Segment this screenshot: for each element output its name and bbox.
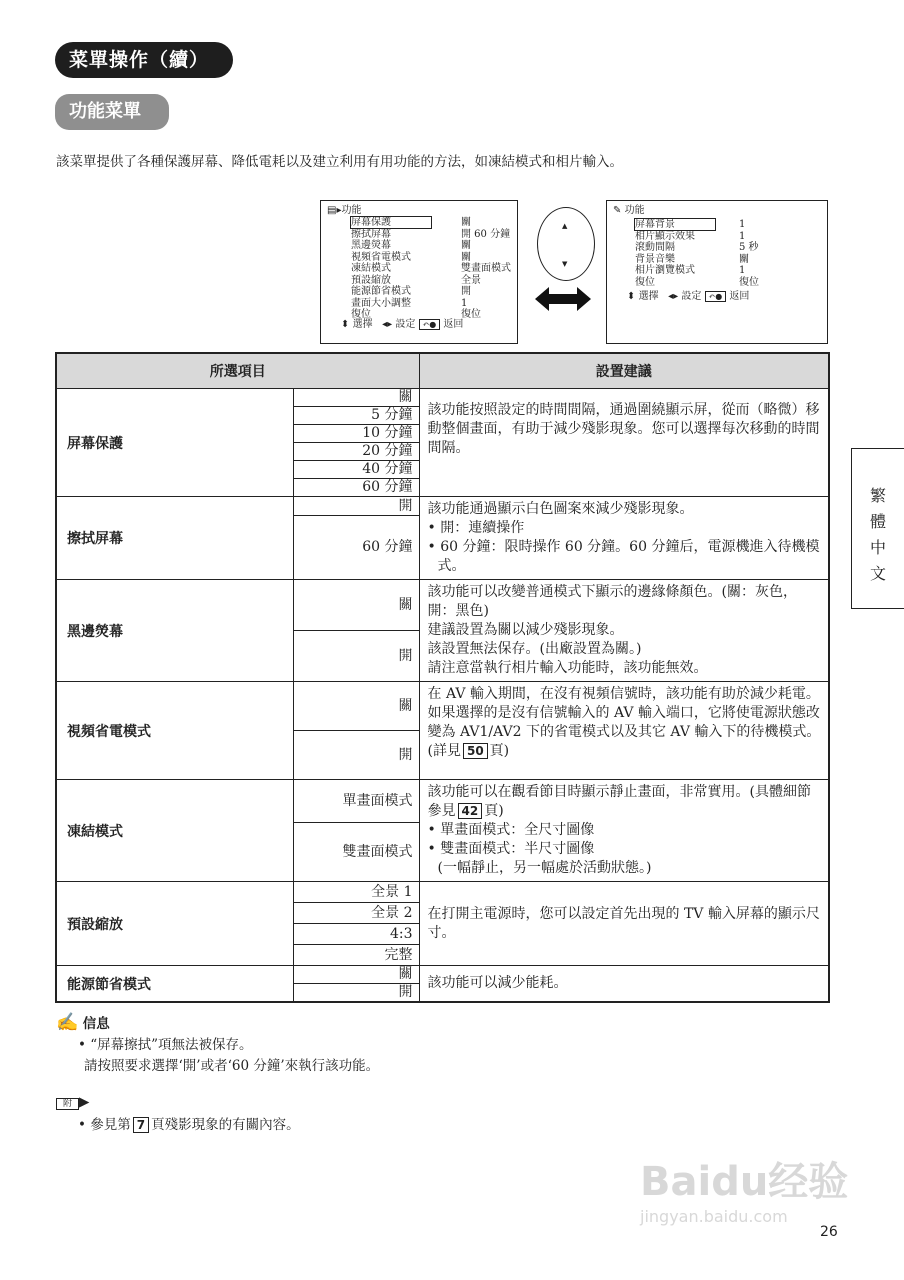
option: 4:3: [293, 924, 419, 945]
option: 20 分鐘: [293, 443, 419, 461]
item-screensaver: 屏幕保護: [56, 389, 293, 497]
desc-line: 該功能可以改變普通模式下顯示的邊緣條顏色。(關：灰色，開：黑色): [427, 584, 797, 619]
osd-footer-left: ⬍ 選擇 ◂▸ 設定 ↶● 返回: [341, 319, 464, 330]
osd-row-value: 5 秒: [739, 242, 759, 253]
option: 雙畫面模式: [293, 823, 419, 882]
osd-row-label: 復位: [351, 309, 371, 320]
osd-row-label: 畫面大小調整: [351, 297, 411, 309]
item-video-eco: 視頻省電模式: [56, 682, 293, 780]
option: 開: [293, 984, 419, 1003]
desc-wipe: [419, 497, 829, 580]
osd-row-label: 屏幕背景: [635, 219, 715, 230]
page-ref: 42: [458, 803, 483, 819]
updown-icon: ⬍: [341, 319, 350, 330]
info-box: [56, 1012, 379, 1077]
osd-row-label: 復位: [635, 276, 655, 288]
language-side-tab: [851, 448, 904, 609]
desc-freeze: [419, 780, 829, 882]
option: 10 分鐘: [293, 425, 419, 443]
osd-row: [635, 265, 815, 277]
desc-line: 頁): [489, 743, 510, 759]
note-box: [56, 1092, 300, 1136]
osd-title-right: ✎ 功能: [613, 205, 645, 216]
osd-row: [351, 286, 511, 298]
osd-row: [635, 277, 815, 289]
osd-row-value: 1: [461, 297, 468, 309]
option: 單畫面模式: [293, 780, 419, 823]
intro-text: 該菜單提供了各種保護屏幕、降低電耗以及建立利用有用功能的方法，如凍結模式和相片輸入。: [56, 154, 623, 170]
osd-row-value: 開: [461, 286, 471, 297]
arrow-right-icon: ▶: [79, 1094, 90, 1110]
up-arrow-icon: ▲: [562, 222, 568, 230]
osd-footer-right: ⬍ 選擇 ◂▸ 設定 ↶● 返回: [627, 291, 750, 302]
option: 關: [293, 580, 419, 631]
osd-row: [635, 242, 815, 254]
option: 關: [293, 966, 419, 984]
osd-row-value: 關: [739, 253, 749, 265]
updown-icon: ⬍: [627, 291, 636, 302]
menu-icon: ▤▸: [327, 205, 342, 216]
osd-row: [351, 298, 511, 310]
desc-black-side: [419, 580, 829, 682]
page-ref: 50: [463, 743, 488, 759]
osd-menu-left: [320, 200, 518, 344]
leftright-icon: ◂▸: [668, 291, 679, 302]
return-icon: ↶●: [705, 291, 727, 302]
osd-row: [635, 219, 815, 231]
osd-row-label: 滾動間隔: [635, 242, 675, 253]
osd-row: [351, 275, 511, 287]
double-arrow-icon: [535, 285, 591, 313]
option: 開: [293, 497, 419, 516]
leftright-icon: ◂▸: [382, 319, 393, 330]
osd-row-label: 相片顯示效果: [635, 230, 695, 242]
osd-row-value: 1: [739, 265, 746, 276]
osd-row: [351, 240, 511, 252]
osd-row: [635, 231, 815, 243]
page-ref: 7: [133, 1117, 149, 1133]
osd-row: [351, 217, 511, 229]
osd-row: [351, 229, 511, 241]
desc-bullet: • 開：連續操作: [427, 520, 525, 536]
side-tab-char: 繁: [870, 486, 887, 505]
page-number: 26: [820, 1224, 838, 1240]
desc-bullet: • 雙畫面模式：半尺寸圖像: [427, 841, 595, 857]
option: 全景 2: [293, 903, 419, 924]
osd-row-value: 開 60 分鐘: [461, 228, 511, 240]
item-energy-saving: 能源節省模式: [56, 966, 293, 1003]
side-tab-char: 文: [870, 564, 887, 583]
osd-row-label: 背景音樂: [635, 253, 675, 265]
desc-line: (一幅靜止，另一幅處於活動狀態。): [437, 860, 652, 876]
desc-video-eco: [419, 682, 829, 780]
osd-row-value: 復位: [739, 276, 759, 288]
osd-row-value: 復位: [461, 309, 481, 320]
section-title: 菜單操作（續）: [55, 42, 233, 78]
desc-line: 請注意當執行相片輸入功能時，該功能無效。: [427, 660, 708, 676]
option: 關: [293, 389, 419, 407]
osd-row-value: 關: [461, 251, 471, 263]
watermark-url: jingyan.baidu.com: [640, 1207, 788, 1226]
section-subtitle: 功能菜單: [55, 94, 169, 130]
item-wipe: 擦拭屏幕: [56, 497, 293, 580]
osd-row-label: 屏幕保護: [351, 217, 431, 228]
option: 開: [293, 631, 419, 682]
item-freeze: 凍結模式: [56, 780, 293, 882]
tools-icon: ✎: [613, 205, 622, 216]
item-preset-zoom: 預設縮放: [56, 882, 293, 966]
desc-bullet: • 60 分鐘：限時操作 60 分鐘。60 分鐘后，電源機進入待機模式。: [427, 539, 820, 574]
side-tab-char: 中: [870, 538, 887, 557]
pen-note-icon: ✍: [56, 1012, 79, 1033]
column-header-advice: 設置建議: [419, 353, 829, 389]
note-line: • 參見第: [78, 1117, 131, 1133]
settings-table: [55, 352, 830, 1003]
note-line: 頁殘影現象的有關內容。: [151, 1117, 300, 1133]
side-tab-char: 體: [870, 512, 887, 531]
info-title: 信息: [82, 1016, 110, 1032]
osd-row-label: 視頻省電模式: [351, 251, 411, 263]
navigation-dial: [537, 207, 595, 281]
down-arrow-icon: ▼: [562, 260, 568, 268]
osd-row-label: 擦拭屏幕: [351, 228, 391, 240]
info-line: 請按照要求選擇‘開’或者‘60 分鐘’來執行該功能。: [84, 1058, 380, 1074]
osd-row-value: 關: [461, 217, 471, 228]
option: 60 分鐘: [293, 516, 419, 580]
desc-line: 頁): [484, 803, 504, 819]
option: 關: [293, 682, 419, 731]
watermark: [640, 1150, 848, 1226]
option: 開: [293, 731, 419, 780]
osd-title-left: ▤▸功能: [327, 205, 362, 216]
option: 5 分鐘: [293, 407, 419, 425]
osd-row-value: 關: [461, 240, 471, 251]
info-line: • “屏幕擦拭”項無法被保存。: [78, 1037, 253, 1053]
column-header-item: 所選項目: [56, 353, 419, 389]
return-icon: ↶●: [419, 319, 441, 330]
desc-line: 該設置無法保存。(出廠設置為關。): [427, 641, 642, 657]
osd-row-value: 雙畫面模式: [461, 263, 511, 274]
osd-row-value: 全景: [461, 274, 481, 286]
osd-row-label: 凍結模式: [351, 263, 391, 274]
desc-screensaver: 該功能按照設定的時間間隔，通過圍繞顯示屏，從而（略微）移動整個畫面，有助于減少殘影現象。您可以選擇每次移動的時間間隔。: [419, 389, 829, 497]
option: 60 分鐘: [293, 479, 419, 497]
desc-line: 在 AV 輸入期間，在沒有視頻信號時，該功能有助於減少耗電。如果選擇的是沒有信號輸入的 AV 輸入端口，它將使電源狀態改變為 AV1/AV2 下的省電模式以及其它 AV 輸入下的待機模式。(詳見: [427, 686, 821, 759]
watermark-brand: Baidu经验: [640, 1159, 849, 1205]
note-tag: 附: [56, 1098, 79, 1110]
desc-line: 該功能可以在觀看節目時顯示靜止畫面，非常實用。(具體細節參見: [427, 784, 811, 819]
option: 40 分鐘: [293, 461, 419, 479]
osd-row: [351, 263, 511, 275]
desc-preset-zoom: 在打開主電源時，您可以設定首先出現的 TV 輸入屏幕的顯示尺寸。: [419, 882, 829, 966]
osd-row-label: 能源節省模式: [351, 286, 411, 297]
option: 全景 1: [293, 882, 419, 903]
item-black-side: 黑邊熒幕: [56, 580, 293, 682]
osd-row: [351, 252, 511, 264]
osd-row-value: 1: [739, 219, 746, 230]
osd-row-label: 預設縮放: [351, 274, 391, 286]
desc-bullet: • 單畫面模式：全尺寸圖像: [427, 822, 595, 838]
osd-menu-right: [606, 200, 828, 344]
osd-row-label: 相片瀏覽模式: [635, 265, 695, 276]
osd-row-value: 1: [739, 230, 746, 242]
option: 完整: [293, 945, 419, 966]
desc-line: 該功能通過顯示白色圖案來減少殘影現象。: [427, 501, 694, 517]
desc-energy-saving: 該功能可以減少能耗。: [419, 966, 829, 1003]
desc-line: 建議設置為關以減少殘影現象。: [427, 622, 624, 638]
osd-row: [635, 254, 815, 266]
osd-row-label: 黑邊熒幕: [351, 240, 391, 251]
